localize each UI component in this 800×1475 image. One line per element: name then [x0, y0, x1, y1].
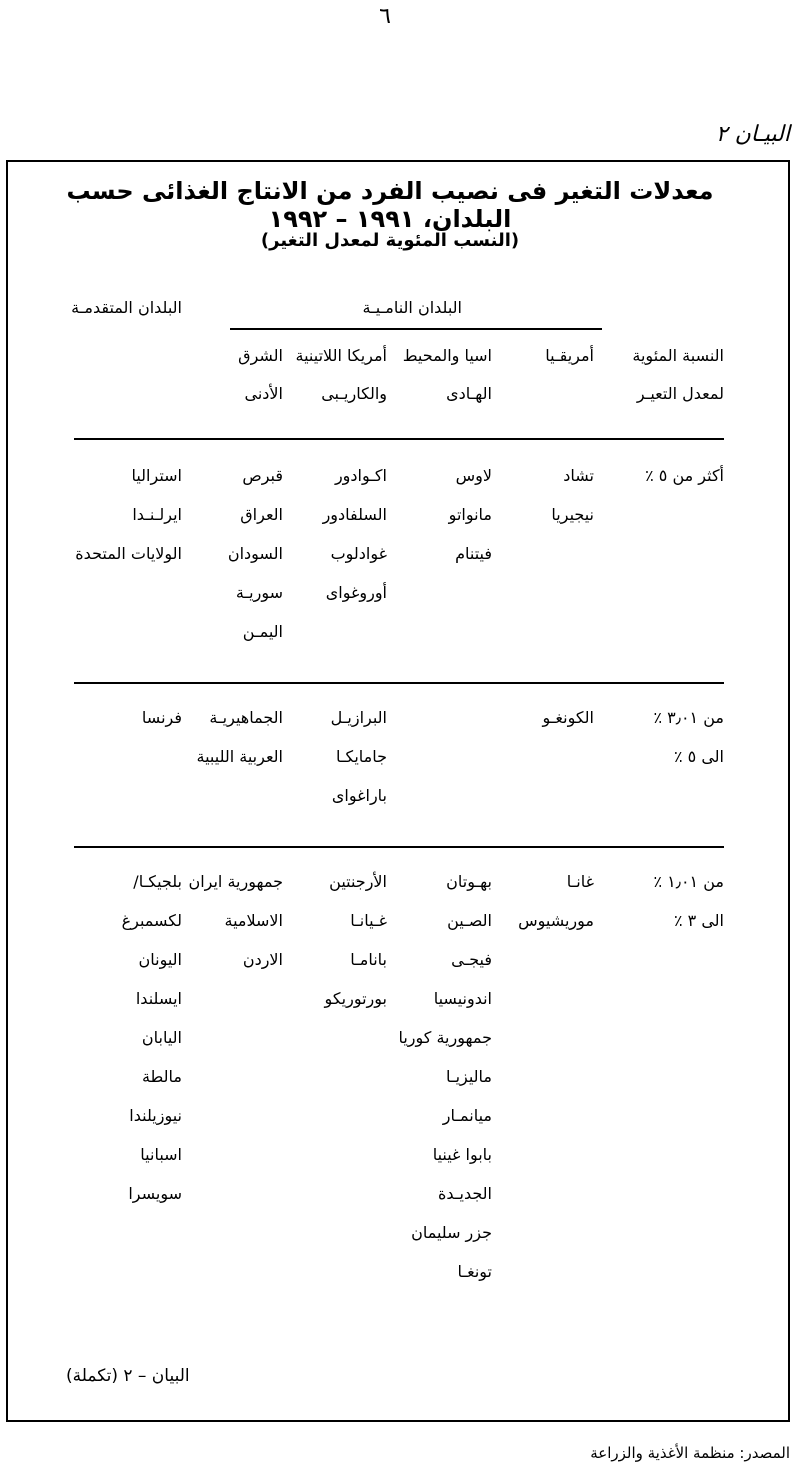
developed-entry: الولايات المتحدة — [75, 544, 182, 563]
row-divider-1 — [74, 682, 724, 684]
header-rate-line2: لمعدل التعيـر — [636, 384, 724, 403]
header-asia-line1: اسيا والمحيط — [402, 346, 492, 365]
latam-entry: بورتوريكو — [324, 989, 387, 1008]
east-entry: سوريـة — [235, 583, 283, 602]
latam-entry: بانامـا — [350, 950, 387, 969]
row-1-developed-cell — [75, 466, 182, 583]
latam-entry: اكـوادور — [334, 466, 387, 485]
header-asia — [403, 344, 492, 406]
table-title: معدلات التغير فى نصيب الفرد من الانتاج الغذائى حسب البلدان، ١٩٩١ – ١٩٩٢ — [66, 177, 714, 233]
row-2-rate-cell — [653, 708, 724, 786]
latam-entry: باراغواى — [331, 786, 387, 805]
developed-entry: مالطة — [141, 1067, 182, 1086]
rate-entry: من ١٫٠١ ٪ — [653, 872, 724, 891]
developed-entry: فرنسا — [141, 708, 182, 727]
latam-entry: البرازيـل — [330, 708, 387, 727]
header-africa: أمريقـيا — [545, 346, 594, 365]
row-3-east-cell — [188, 872, 283, 989]
developed-entry: لكسمبرغ — [121, 911, 182, 930]
row-3-africa-cell — [518, 872, 594, 950]
east-entry: قبرص — [242, 466, 283, 485]
source-note: المصدر: منظمة الأغذية والزراعة — [590, 1444, 790, 1462]
row-3-developed-cell — [122, 872, 182, 1223]
east-entry: العراق — [240, 505, 283, 524]
africa-entry: الكونغـو — [542, 708, 594, 727]
exhibit-label: البيـان ٢ — [715, 122, 790, 147]
east-entry: الاردن — [242, 950, 283, 969]
row-1-east-cell — [228, 466, 283, 661]
east-entry: جمهورية ايران — [188, 872, 283, 891]
rate-entry: الى ٥ ٪ — [673, 747, 724, 766]
asia-entry: ماليزيـا — [446, 1067, 492, 1086]
east-entry: السودان — [227, 544, 283, 563]
header-asia-line2: الهـادى — [446, 384, 492, 403]
header-latam-line1: أمريكا اللاتينية — [295, 346, 387, 365]
east-entry: العربية الليبية — [196, 747, 283, 766]
asia-entry: تونغـا — [457, 1262, 492, 1281]
row-divider-2 — [74, 846, 724, 848]
developed-entry: استراليا — [131, 466, 182, 485]
header-east — [238, 344, 283, 406]
page-number: ٦ — [379, 4, 391, 29]
row-2-developed-cell — [142, 708, 182, 747]
asia-entry: بابوا غينيا — [432, 1145, 492, 1164]
latam-entry: غوادلوب — [330, 544, 387, 563]
rate-entry: من ٣٫٠١ ٪ — [653, 708, 724, 727]
asia-entry: فيجـى — [451, 950, 492, 969]
latam-entry: السلفادور — [322, 505, 387, 524]
developed-entry: اليونان — [138, 950, 182, 969]
asia-entry: فيتنام — [455, 544, 492, 563]
asia-entry: اندونيسيا — [433, 989, 492, 1008]
row-3-asia-cell — [398, 872, 492, 1301]
east-entry: الجماهيريـة — [209, 708, 283, 727]
developed-entry: ايرلـنـدا — [132, 505, 182, 524]
row-1-africa-cell — [551, 466, 594, 544]
row-3-rate-cell — [653, 872, 724, 950]
east-entry: الاسلامية — [224, 911, 283, 930]
rate-entry: أكثر من ٥ ٪ — [645, 466, 724, 485]
header-divider — [74, 438, 724, 440]
africa-entry: نيجيريا — [551, 505, 594, 524]
africa-entry: تشاد — [563, 466, 594, 485]
asia-entry: جزر سليمان — [411, 1223, 492, 1242]
row-2-africa-cell — [542, 708, 594, 747]
row-3-latam-cell — [325, 872, 387, 1028]
header-east-line1: الشرق — [238, 346, 283, 365]
developing-underline — [230, 328, 602, 330]
east-entry: اليمـن — [242, 622, 283, 641]
continuation-label: البيان – ٢ (تكملة) — [66, 1366, 190, 1386]
header-rate — [632, 344, 724, 406]
developed-entry: اسبانيا — [140, 1145, 182, 1164]
asia-entry: جمهورية كوريا — [398, 1028, 492, 1047]
rate-entry: الى ٣ ٪ — [673, 911, 724, 930]
latam-entry: الأرجنتين — [329, 872, 387, 891]
header-east-line2: الأدنى — [244, 384, 283, 403]
africa-entry: موريشيوس — [518, 911, 594, 930]
developed-entry: اليابان — [141, 1028, 182, 1047]
developed-entry: ايسلندا — [135, 989, 182, 1008]
latam-entry: جامايكـا — [335, 747, 387, 766]
header-latam — [296, 344, 387, 406]
latam-entry: أوروغواى — [325, 583, 387, 602]
row-1-rate-cell — [645, 466, 724, 505]
asia-entry: لاوس — [455, 466, 492, 485]
table-subtitle: (النسب المئوية لمعدل التغير) — [260, 230, 520, 251]
developed-entry: نيوزيلندا — [129, 1106, 182, 1125]
asia-entry: الجديـدة — [438, 1184, 492, 1203]
asia-entry: مانواتو — [448, 505, 492, 524]
asia-entry: ميانمـار — [442, 1106, 492, 1125]
header-rate-line1: النسبة المئوية — [632, 346, 724, 365]
developed-entry: سويسرا — [128, 1184, 182, 1203]
latam-entry: غـيانـا — [350, 911, 387, 930]
row-1-latam-cell — [323, 466, 387, 622]
asia-entry: بهـوتان — [446, 872, 492, 891]
asia-entry: الصـين — [447, 911, 492, 930]
row-2-east-cell — [197, 708, 284, 786]
developed-entry: بلجيكـا/ — [133, 872, 182, 891]
header-latam-line2: والكاريـبى — [321, 384, 387, 403]
row-1-asia-cell — [449, 466, 492, 583]
row-2-latam-cell — [331, 708, 387, 825]
africa-entry: غانـا — [566, 872, 594, 891]
header-developed: البلدان المتقدمـة — [71, 298, 182, 317]
header-developing: البلدان النامـيـة — [362, 298, 462, 317]
